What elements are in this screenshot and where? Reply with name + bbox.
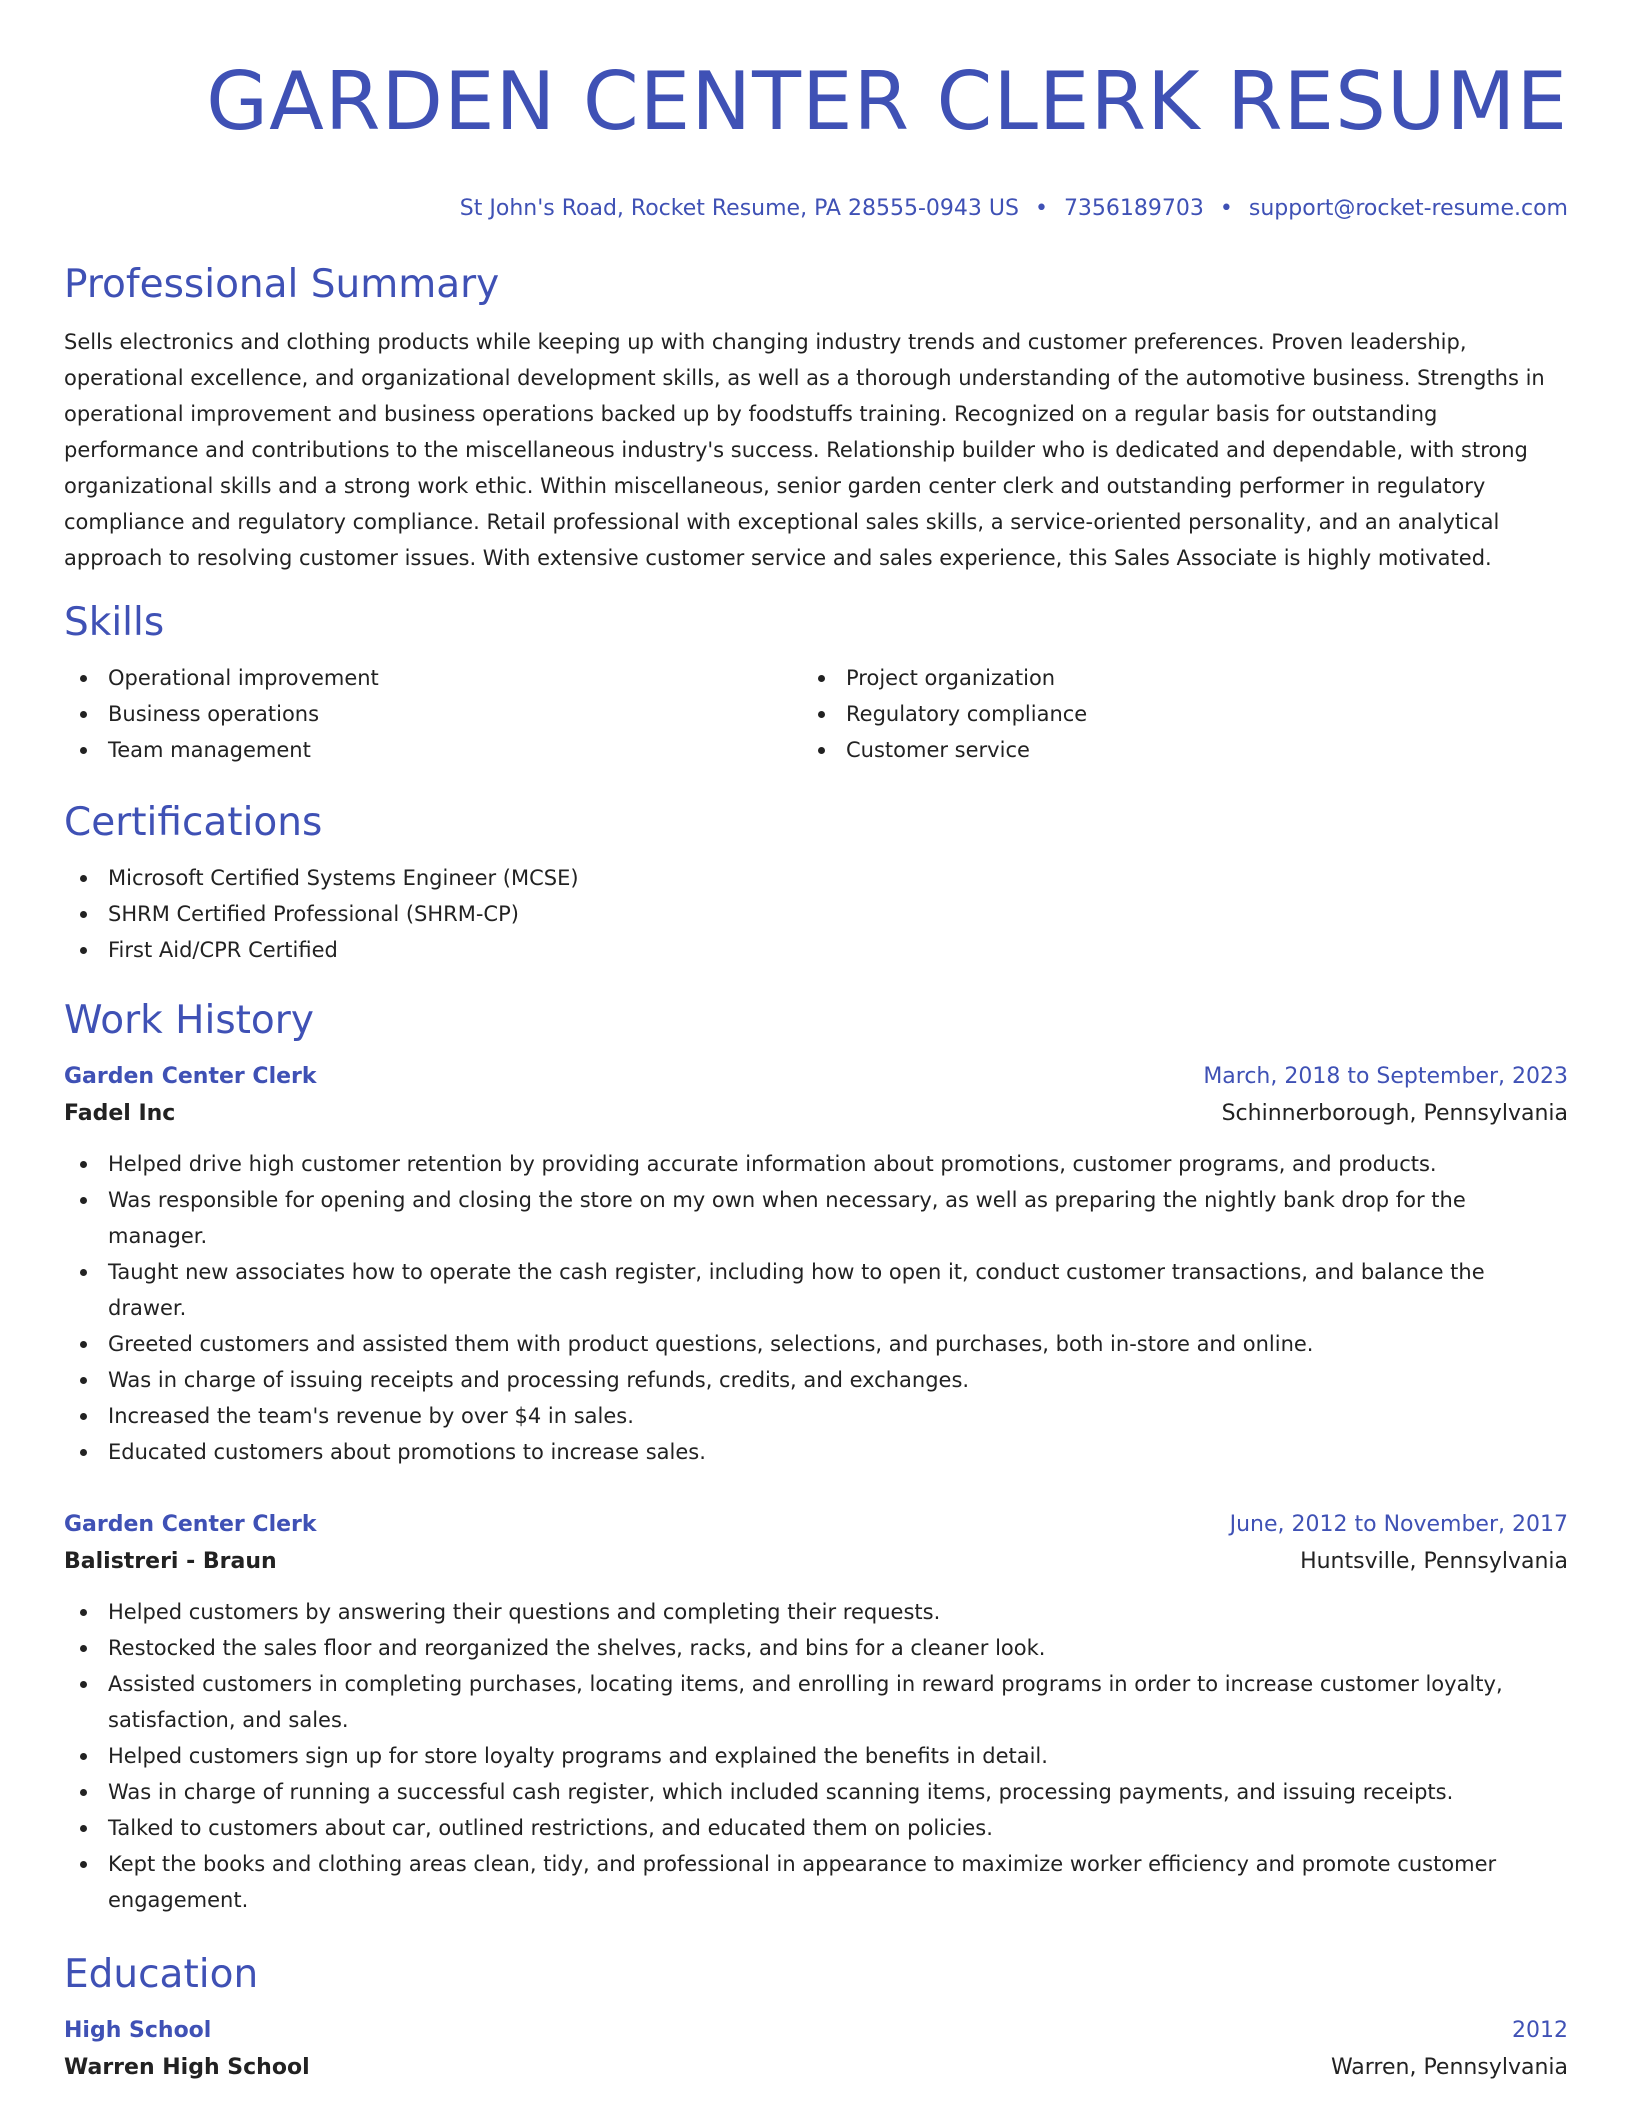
job-bullet: Helped customers by answering their questions and completing their requests. xyxy=(64,1594,1568,1630)
job-bullet: Talked to customers about car, outlined restrictions, and educated them on policies. xyxy=(64,1810,1568,1846)
education-entry xyxy=(64,2014,1568,2088)
contact-address: St John's Road, Rocket Resume, PA 28555-0943 US xyxy=(459,196,1019,221)
skills-list-right xyxy=(802,660,1540,768)
contact-line xyxy=(64,194,1568,224)
education-school: Warren High School xyxy=(64,2055,310,2080)
skill-item: Customer service xyxy=(802,732,1540,768)
skill-item: Regulatory compliance xyxy=(802,696,1540,732)
job-dates: March, 2018 to September, 2023 xyxy=(1203,1064,1568,1089)
education-location: Warren, Pennsylvania xyxy=(1330,2055,1568,2080)
education-degree: High School xyxy=(64,2018,212,2043)
job-company-row xyxy=(64,1094,1568,1134)
job-company-row xyxy=(64,1542,1568,1582)
job-bullet: Was in charge of running a successful cash register, which included scanning items, processing payments, and issuing receipts. xyxy=(64,1774,1568,1810)
job-bullet: Assisted customers in completing purchases, locating items, and enrolling in reward programs in order to increase customer loyalty, satisfaction, and sales. xyxy=(64,1666,1568,1738)
education-header-row xyxy=(64,2014,1568,2048)
summary-text: Sells electronics and clothing products while keeping up with changing industry trends and customer preferences. Proven leadership, operational excellence, and organizational development skills, as well as a thorough understanding of the automotive business. Strengths in operational improvement and business operations backed up by foodstuffs training. Recognized on a regular basis for outstanding performance and contributions to the miscellaneous industry's success. Relationship builder who is dedicated and dependable, with strong organizational skills and a strong work ethic. Within miscellaneous, senior garden center clerk and outstanding performer in regulatory compliance and regulatory compliance. Retail professional with exceptional sales skills, a service-oriented personality, and an analytical approach to resolving customer issues. With extensive customer service and sales experience, this Sales Associate is highly motivated. xyxy=(64,330,1545,570)
job-header-row xyxy=(64,1508,1568,1542)
contact-separator: • xyxy=(1219,196,1233,221)
skill-item: Project organization xyxy=(802,660,1540,696)
certifications-heading: Certifications xyxy=(64,800,323,845)
job-entry xyxy=(64,1060,1568,1470)
job-company: Balistreri - Braun xyxy=(64,1549,277,1574)
contact-email: support@rocket-resume.com xyxy=(1248,196,1568,221)
skills-heading: Skills xyxy=(64,600,165,645)
work-history-heading: Work History xyxy=(64,998,314,1043)
skill-item: Business operations xyxy=(64,696,802,732)
job-location: Schinnerborough, Pennsylvania xyxy=(1221,1101,1568,1126)
skills-grid xyxy=(64,660,1568,768)
skills-list-left xyxy=(64,660,802,768)
job-location: Huntsville, Pennsylvania xyxy=(1300,1549,1568,1574)
job-company: Fadel Inc xyxy=(64,1101,176,1126)
job-entry xyxy=(64,1508,1568,1918)
certification-item: Microsoft Certified Systems Engineer (MCSE) xyxy=(64,860,1568,896)
job-bullet: Taught new associates how to operate the cash register, including how to open it, conduct customer transactions, and balance the drawer. xyxy=(64,1254,1568,1326)
job-bullet: Kept the books and clothing areas clean, tidy, and professional in appearance to maximize worker efficiency and promote customer engagement. xyxy=(64,1846,1568,1918)
skill-item: Team management xyxy=(64,732,802,768)
contact-separator: • xyxy=(1034,196,1048,221)
job-bullet: Was in charge of issuing receipts and processing refunds, credits, and exchanges. xyxy=(64,1362,1568,1398)
job-bullet: Helped customers sign up for store loyalty programs and explained the benefits in detail. xyxy=(64,1738,1568,1774)
certifications-list xyxy=(64,860,1568,968)
certification-item: First Aid/CPR Certified xyxy=(64,932,1568,968)
job-bullet: Increased the team's revenue by over $4 in sales. xyxy=(64,1398,1568,1434)
job-bullet: Restocked the sales floor and reorganized the shelves, racks, and bins for a cleaner look. xyxy=(64,1630,1568,1666)
contact-phone: 7356189703 xyxy=(1063,196,1204,221)
job-bullets xyxy=(64,1146,1568,1470)
job-bullets xyxy=(64,1594,1568,1918)
education-year: 2012 xyxy=(1512,2018,1568,2043)
job-bullet: Helped drive high customer retention by providing accurate information about promotions, customer programs, and products. xyxy=(64,1146,1568,1182)
job-bullet: Greeted customers and assisted them with product questions, selections, and purchases, both in-store and online. xyxy=(64,1326,1568,1362)
education-school-row xyxy=(64,2048,1568,2088)
job-role: Garden Center Clerk xyxy=(64,1064,317,1089)
summary-heading: Professional Summary xyxy=(64,262,500,307)
job-dates: June, 2012 to November, 2017 xyxy=(1229,1512,1568,1537)
resume-title: GARDEN CENTER CLERK RESUME xyxy=(206,55,1568,148)
certification-item: SHRM Certified Professional (SHRM-CP) xyxy=(64,896,1568,932)
education-heading: Education xyxy=(64,1952,259,1997)
job-bullet: Educated customers about promotions to increase sales. xyxy=(64,1434,1568,1470)
job-header-row xyxy=(64,1060,1568,1094)
skill-item: Operational improvement xyxy=(64,660,802,696)
job-role: Garden Center Clerk xyxy=(64,1512,317,1537)
job-bullet: Was responsible for opening and closing the store on my own when necessary, as well as preparing the nightly bank drop for the manager. xyxy=(64,1182,1568,1254)
